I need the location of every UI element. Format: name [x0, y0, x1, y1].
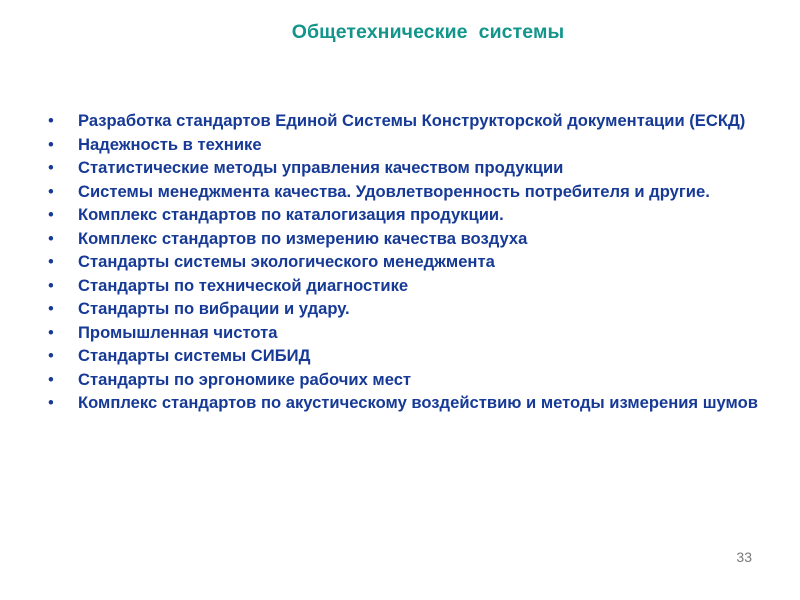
bullet-text: Стандарты по эргономике рабочих мест — [78, 369, 412, 389]
bullet-text: Промышленная чистота — [78, 322, 278, 342]
bullet-marker: • — [48, 228, 54, 248]
bullet-item-quality-management — [48, 182, 768, 201]
bullet-marker: • — [48, 322, 54, 342]
bullet-item-acoustics — [48, 393, 768, 412]
bullet-item-technical-diagnostics — [48, 276, 768, 295]
bullet-marker: • — [48, 158, 54, 177]
bullet-list — [48, 111, 768, 417]
bullet-item-eskd — [48, 111, 768, 130]
bullet-marker: • — [48, 205, 54, 224]
bullet-item-industrial-cleanliness — [48, 323, 768, 342]
bullet-text: Стандарты по технической диагностике — [78, 275, 409, 295]
bullet-text: Надежность в технике — [78, 134, 262, 154]
page-number: 33 — [736, 549, 752, 565]
bullet-item-cataloging — [48, 205, 768, 224]
bullet-marker: • — [48, 369, 54, 389]
bullet-item-sibid — [48, 346, 768, 365]
bullet-item-environmental-management — [48, 252, 768, 271]
bullet-text: Разработка стандартов Единой Системы Конструкторской документации (ЕСКД) — [78, 111, 746, 130]
bullet-text: Системы менеджмента качества. Удовлетворенность потребителя и другие. — [78, 181, 710, 201]
bullet-text: Статистические методы управления качеством продукции — [78, 158, 564, 177]
bullet-marker: • — [48, 393, 54, 412]
bullet-marker: • — [48, 134, 54, 154]
bullet-text: Стандарты по вибрации и удару. — [78, 299, 350, 318]
bullet-marker: • — [48, 252, 54, 271]
bullet-marker: • — [48, 111, 54, 130]
bullet-marker: • — [48, 346, 54, 365]
bullet-marker: • — [48, 275, 54, 295]
bullet-text: Стандарты системы СИБИД — [78, 346, 311, 365]
bullet-text: Комплекс стандартов по акустическому воздействию и методы измерения шумов — [78, 393, 758, 412]
bullet-item-ergonomics — [48, 370, 768, 389]
bullet-text: Комплекс стандартов по измерению качества воздуха — [78, 228, 528, 248]
bullet-marker: • — [48, 181, 54, 201]
bullet-item-vibration-shock — [48, 299, 768, 318]
bullet-text: Комплекс стандартов по каталогизация продукции. — [78, 205, 504, 224]
bullet-marker: • — [48, 299, 54, 318]
bullet-text: Стандарты системы экологического менеджмента — [78, 252, 495, 271]
bullet-item-air-quality — [48, 229, 768, 248]
slide-title: Общетехнические системы — [291, 21, 565, 43]
bullet-item-reliability — [48, 135, 768, 154]
bullet-item-statistical-methods — [48, 158, 768, 177]
